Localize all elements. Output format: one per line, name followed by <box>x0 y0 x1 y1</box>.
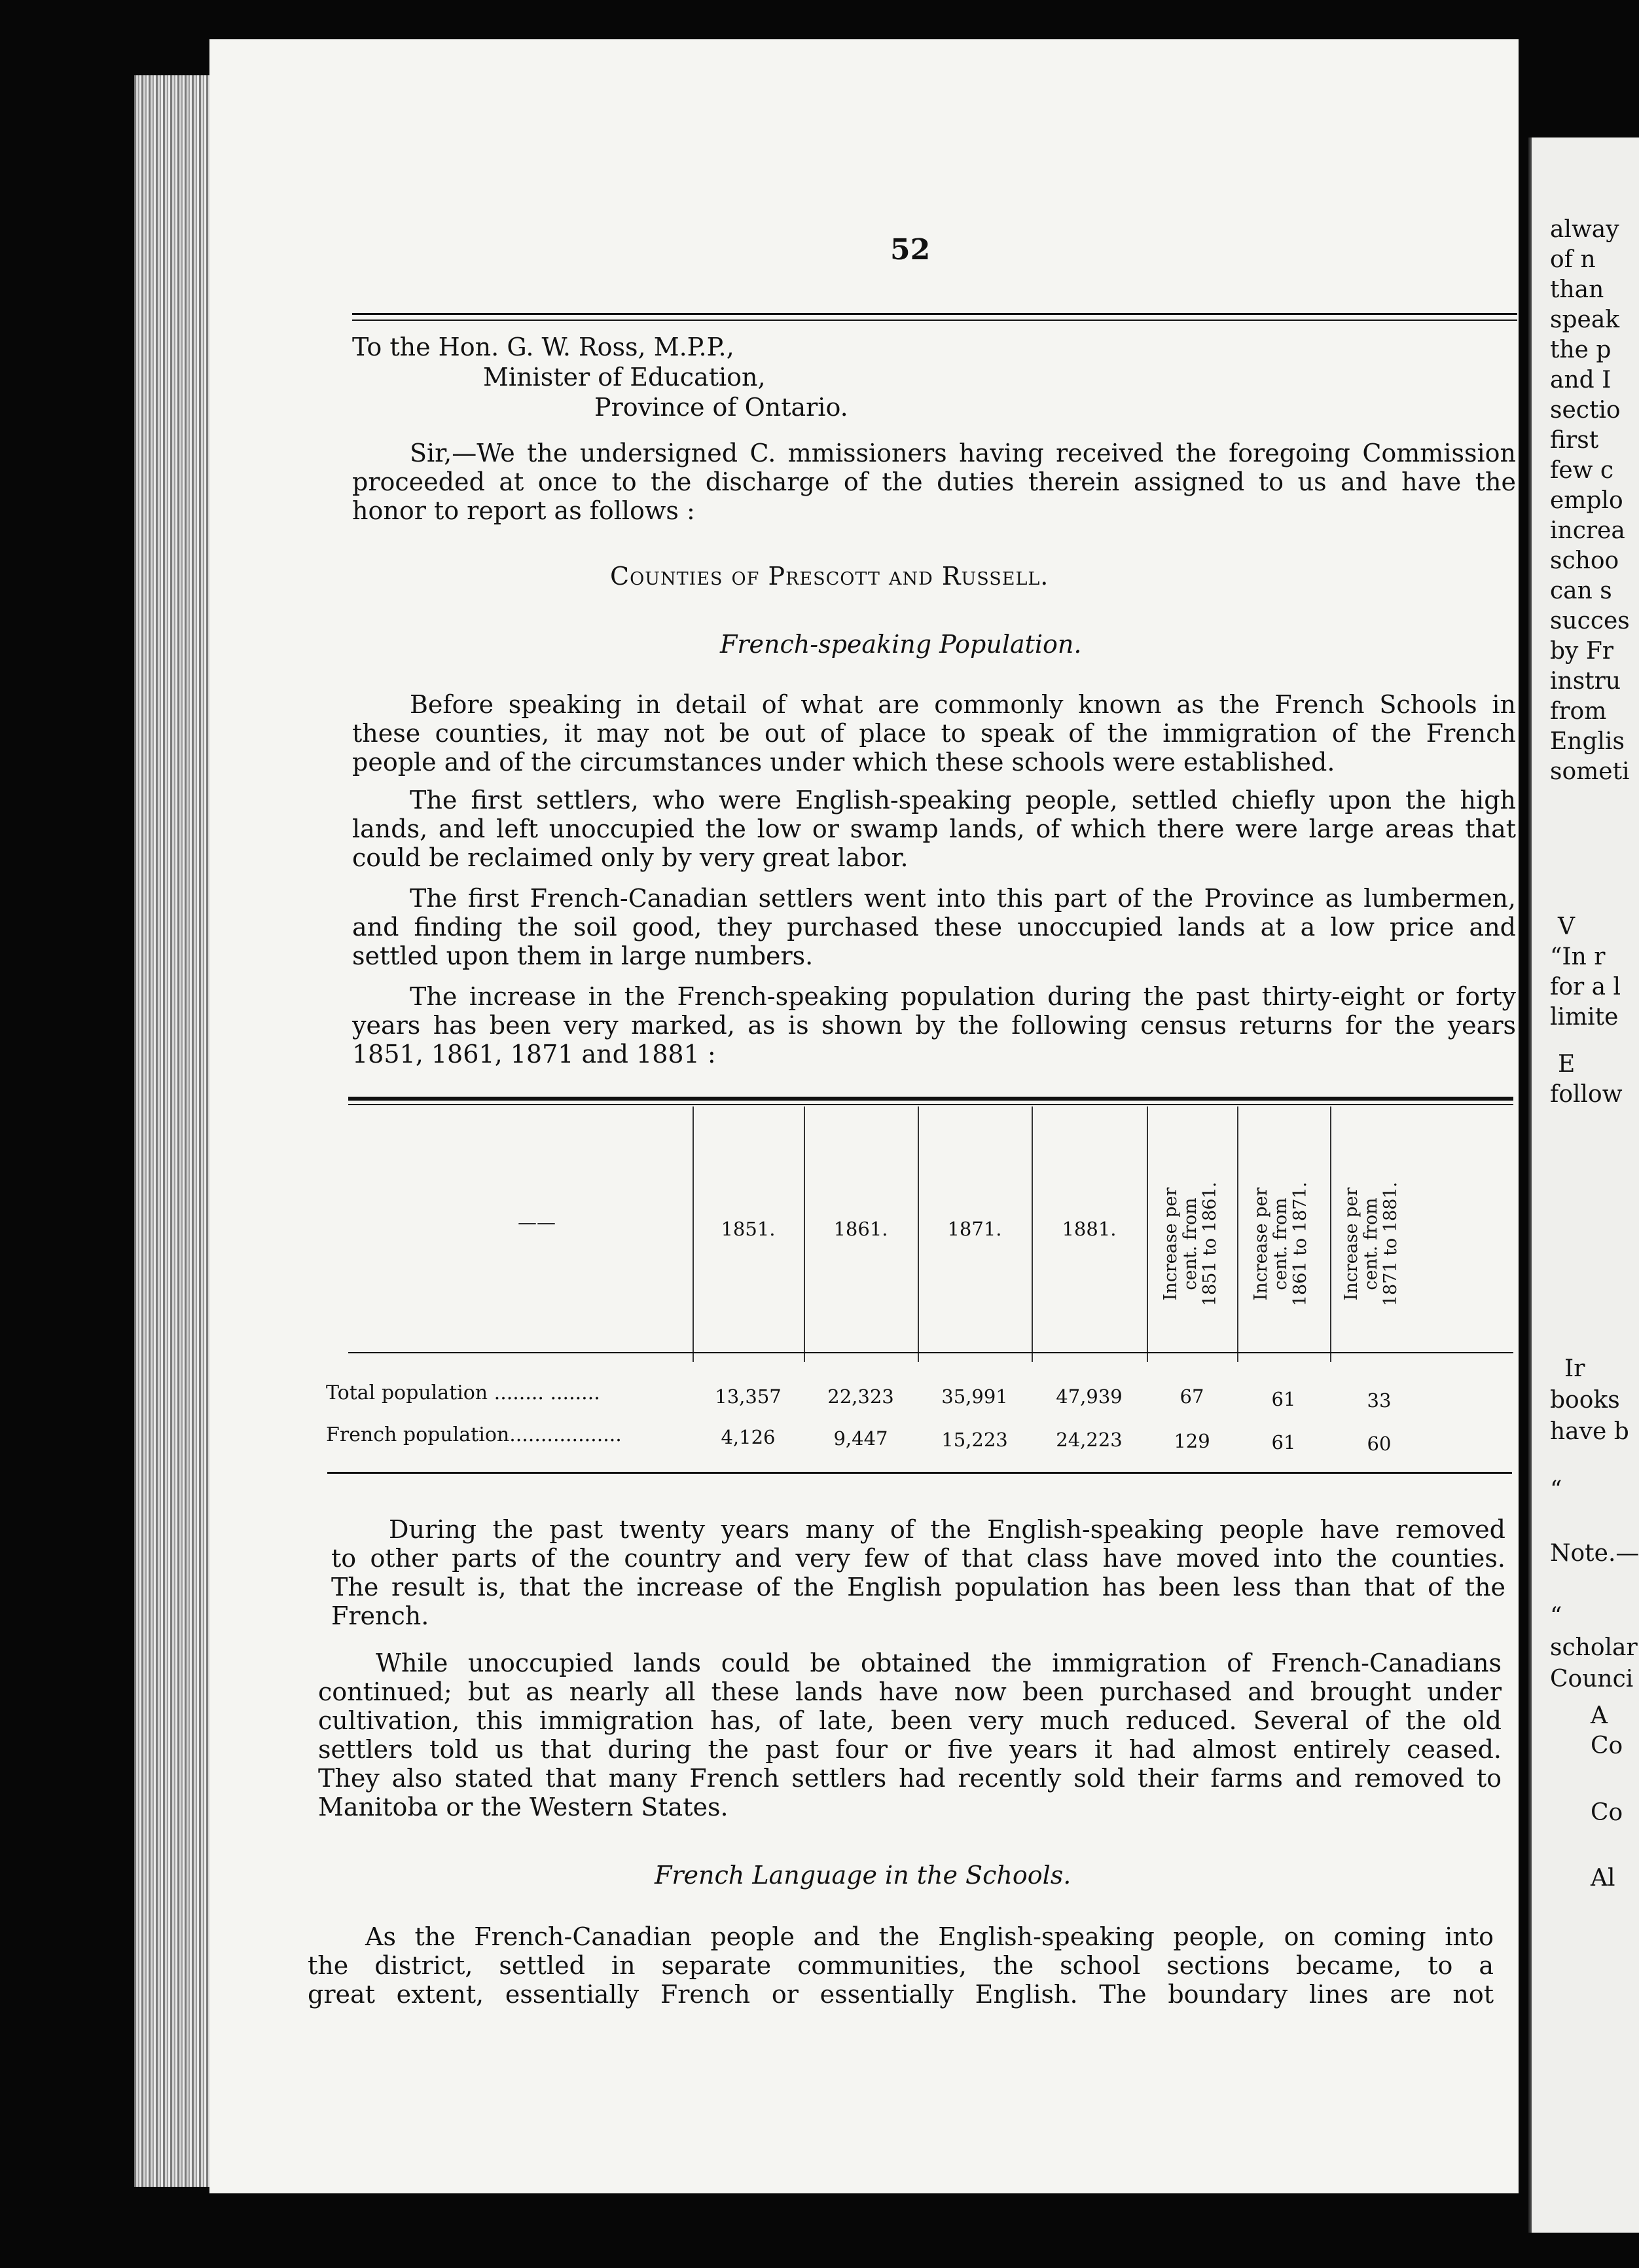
column-header: 1851. <box>721 1218 776 1240</box>
address-line-1: To the Hon. G. W. Ross, M.P.P., <box>352 333 734 361</box>
pct-column-header <box>1342 1159 1401 1329</box>
book-page-edge <box>134 75 219 2187</box>
adjacent-page-text: succes <box>1550 608 1630 634</box>
table-cell: 4,126 <box>721 1426 776 1448</box>
para2-line-1: The first settlers, who were English-speaking people, settled chiefly upon the high <box>410 786 1516 814</box>
section-heading: Counties of Prescott and Russell. <box>610 562 1049 591</box>
adjacent-page-text: follow <box>1550 1081 1623 1108</box>
pct-header-line: 1861 to 1871. <box>1290 1181 1310 1307</box>
table-cell: 129 <box>1174 1430 1210 1452</box>
column-header: 1871. <box>947 1218 1002 1240</box>
table-cell: 22,323 <box>827 1385 894 1408</box>
adjacent-page-text: Co <box>1591 1799 1623 1826</box>
adjacent-page-text: can s <box>1550 577 1612 604</box>
para5-line-3: The result is, that the increase of the English population has been less than that of the <box>331 1573 1505 1601</box>
table-blank-header: —— <box>518 1211 556 1234</box>
adjacent-page-text: and I <box>1550 367 1612 393</box>
para6-line-5: They also stated that many French settlers had recently sold their farms and removed to <box>318 1764 1502 1793</box>
adjacent-page-text: limite <box>1550 1004 1619 1031</box>
column-header: 1861. <box>833 1218 888 1240</box>
table-cell: 60 <box>1367 1433 1392 1455</box>
adjacent-page-text: schoo <box>1550 547 1619 574</box>
para4-line-2: years has been very marked, as is shown by the following census returns for the years <box>352 1011 1516 1040</box>
adjacent-page-text: A <box>1591 1702 1608 1729</box>
adjacent-page-text: Englis <box>1550 728 1625 755</box>
para6-line-2: continued; but as nearly all these lands have now been purchased and brought under <box>318 1677 1502 1706</box>
pct-column-header <box>1252 1159 1310 1329</box>
para6-line-6: Manitoba or the Western States. <box>318 1793 729 1821</box>
para3-line-2: and finding the soil good, they purchased these unoccupied lands at a low price and <box>352 913 1516 942</box>
adjacent-page-text: scholar <box>1550 1634 1638 1661</box>
adjacent-page-text: alway <box>1550 216 1619 243</box>
opening-line-3: honor to report as follows : <box>352 496 695 525</box>
adjacent-page-text: someti <box>1550 758 1630 785</box>
adjacent-page-text: from <box>1550 698 1607 725</box>
para5-line-1: During the past twenty years many of the English-speaking people have removed <box>389 1515 1505 1544</box>
table-cell: 47,939 <box>1056 1385 1123 1408</box>
table-cell: 15,223 <box>941 1429 1008 1451</box>
table-cell: 9,447 <box>833 1427 888 1450</box>
para1-line-1: Before speaking in detail of what are commonly known as the French Schools in <box>410 690 1516 719</box>
para3-line-3: settled upon them in large numbers. <box>352 942 814 970</box>
para6-line-4: settlers told us that during the past four or five years it had almost entirely ceased. <box>318 1735 1502 1764</box>
adjacent-page-text: increa <box>1550 517 1625 544</box>
pct-header-line: Increase per <box>1341 1187 1361 1301</box>
adjacent-page-text: sectio <box>1550 397 1621 424</box>
adjacent-page-text: of n <box>1550 246 1596 273</box>
table-rule-bottom <box>327 1472 1512 1474</box>
para5-line-4: French. <box>331 1601 429 1630</box>
table-divider <box>1330 1107 1331 1362</box>
table-rule-top-thin <box>348 1104 1513 1105</box>
adjacent-page-text: first <box>1550 427 1599 454</box>
table-rule-top-thick <box>348 1097 1513 1101</box>
adjacent-page-text: have b <box>1550 1418 1629 1445</box>
adjacent-page-text: “ <box>1550 1603 1562 1630</box>
para1-line-2: these counties, it may not be out of place to speak of the immigration of the French <box>352 719 1516 748</box>
adjacent-page-text: Counci <box>1550 1666 1634 1692</box>
subheading-french-language: French Language in the Schools. <box>655 1861 1072 1890</box>
table-divider <box>1147 1107 1148 1362</box>
para2-line-3: could be reclaimed only by very great labor. <box>352 843 909 872</box>
table-cell: 61 <box>1271 1431 1296 1454</box>
adjacent-page-text: V <box>1558 913 1575 940</box>
subheading-french-population: French-speaking Population. <box>720 630 1082 659</box>
document-page <box>209 39 1519 2193</box>
adjacent-page-text: speak <box>1550 306 1620 333</box>
opening-line-2: proceeded at once to the discharge of the duties therein assigned to us and have the <box>352 467 1516 496</box>
adjacent-page-text: few c <box>1550 457 1614 484</box>
row-label-total: Total population ........ ........ <box>326 1381 600 1404</box>
table-cell: 24,223 <box>1056 1429 1123 1451</box>
adjacent-page-text: the p <box>1550 337 1612 363</box>
adjacent-page-fragment <box>1532 137 1639 2233</box>
para7-line-2: the district, settled in separate communities, the school sections became, to a <box>308 1951 1494 1980</box>
pct-header-line: Increase per <box>1251 1187 1271 1301</box>
table-cell: 35,991 <box>941 1385 1008 1408</box>
header-rule-top <box>352 313 1517 315</box>
adjacent-page-text: Ir <box>1564 1355 1585 1382</box>
column-header: 1881. <box>1062 1218 1117 1240</box>
page-number: 52 <box>890 233 931 266</box>
pct-header-line: cent. from <box>1270 1198 1291 1290</box>
table-divider <box>1237 1107 1238 1362</box>
adjacent-page-text: than <box>1550 276 1604 303</box>
para4-line-1: The increase in the French-speaking population during the past thirty-eight or forty <box>410 982 1516 1011</box>
table-cell: 61 <box>1271 1388 1296 1410</box>
adjacent-page-text: Al <box>1591 1865 1615 1892</box>
para1-line-3: people and of the circumstances under which these schools were established. <box>352 748 1335 777</box>
table-cell: 13,357 <box>715 1385 782 1408</box>
pct-header-line: cent. from <box>1361 1198 1381 1290</box>
adjacent-page-text: books <box>1550 1387 1620 1414</box>
table-header-rule <box>348 1352 1513 1353</box>
para2-line-2: lands, and left unoccupied the low or swamp lands, of which there were large areas that <box>352 814 1516 843</box>
header-rule-bottom <box>352 320 1517 321</box>
adjacent-page-text: Co <box>1591 1732 1623 1759</box>
pct-header-line: 1871 to 1881. <box>1380 1181 1401 1307</box>
opening-line-1: Sir,—We the undersigned C. mmissioners having received the foregoing Commission <box>410 439 1516 467</box>
para7-line-3: great extent, essentially French or essentially English. The boundary lines are not <box>308 1980 1494 2009</box>
pct-header-line: Increase per <box>1161 1187 1181 1301</box>
adjacent-page-text: for a l <box>1550 974 1621 1000</box>
para6-line-3: cultivation, this immigration has, of late, been very much reduced. Several of the old <box>318 1706 1502 1735</box>
pct-column-header <box>1161 1159 1220 1329</box>
para6-line-1: While unoccupied lands could be obtained the immigration of French-Canadians <box>376 1649 1502 1677</box>
adjacent-page-text: E <box>1558 1051 1576 1078</box>
adjacent-page-text: emplo <box>1550 487 1623 514</box>
table-cell: 33 <box>1367 1389 1392 1412</box>
para4-line-3: 1851, 1861, 1871 and 1881 : <box>352 1040 716 1069</box>
row-label-french: French population.................. <box>326 1423 622 1446</box>
adjacent-page-text: by Fr <box>1550 638 1614 665</box>
adjacent-page-text: “In r <box>1550 943 1606 970</box>
address-line-3: Province of Ontario. <box>594 393 848 422</box>
pct-header-line: cent. from <box>1180 1198 1200 1290</box>
adjacent-page-text: “ <box>1550 1476 1562 1503</box>
para5-line-2: to other parts of the country and very few of that class have moved into the counties. <box>331 1544 1505 1573</box>
adjacent-page-text: instru <box>1550 668 1621 695</box>
para7-line-1: As the French-Canadian people and the English-speaking people, on coming into <box>365 1922 1494 1951</box>
address-line-2: Minister of Education, <box>483 363 766 392</box>
pct-header-line: 1851 to 1861. <box>1200 1181 1220 1307</box>
adjacent-page-text: Note.— <box>1550 1540 1639 1567</box>
para3-line-1: The first French-Canadian settlers went into this part of the Province as lumbermen, <box>410 884 1516 913</box>
table-cell: 67 <box>1180 1385 1204 1408</box>
